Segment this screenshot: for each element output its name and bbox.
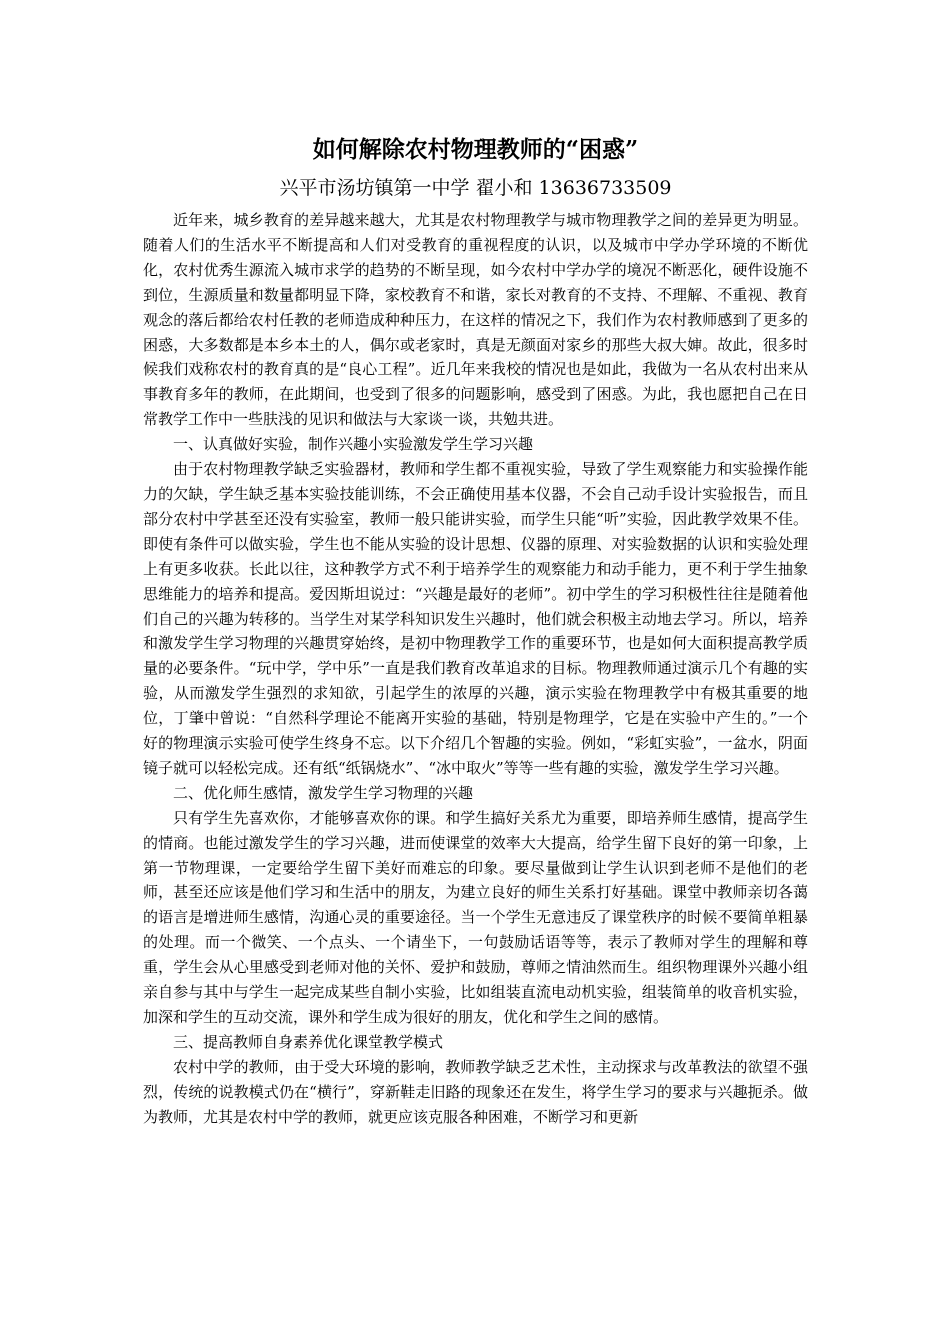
author-line: 兴平市汤坊镇第一中学 翟小和 13636733509 xyxy=(279,177,672,199)
paragraph-section-1: 由于农村物理教学缺乏实验器材，教师和学生都不重视实验，导致了学生观察能力和实验操作能力的欠缺，学生缺乏基本实验技能训练，不会正确使用基本仪器，不会自己动手设计实验报告，而且部分农村中学甚至还没有实验室，教师一般只能讲实验，而学生只能“听”实验，因此教学效果不佳。即使有条件可以做实验，学生也不能从实验的设计思想、仪器的原理、对实验数据的认识和实验处理上有更多收获。长此以往，这种教学方式不利于培养学生的观察能力和动手能力，更不利于学生抽象思维能力的培养和提高。爱因斯坦说过：“兴趣是最好的老师”。初中学生的学习积极性往往是随着他们自己的兴趣为转移的。当学生对某学科知识发生兴趣时，他们就会积极主动地去学习。所以，培养和激发学生学习物理的兴趣贯穿始终，是初中物理教学工作的重要环节，也是如何大面积提高教学质量的必要条件。“玩中学，学中乐”一直是我们教育改革追求的目标。物理教师通过演示几个有趣的实验，从而激发学生强烈的求知欲，引起学生的浓厚的兴趣，演示实验在物理教学中有极其重要的地位，丁肇中曾说：“自然科学理论不能离开实验的基础，特别是物理学，它是在实验中产生的。”一个好的物理演示实验可使学生终身不忘。以下介绍几个智趣的实验。例如，“彩虹实验”，一盆水，阴面镜子就可以轻松完成。还有纸“纸锅烧水”、“冰中取火”等等一些有趣的实验，激发学生学习兴趣。 xyxy=(143,460,808,777)
document-page xyxy=(143,130,808,1130)
paragraph-section-2: 只有学生先喜欢你，才能够喜欢你的课。和学生搞好关系尤为重要，即培养师生感情，提高学生的情商。也能过激发学生的学习兴趣，进而使课堂的效率大大提高，给学生留下良好的第一印象，上第一节物理课，一定要给学生留下美好而难忘的印象。要尽量做到让学生认识到老师不是他们的老师，甚至还应该是他们学习和生活中的朋友，为建立良好的师生关系打好基础。课堂中教师亲切各蔼的语言是增进师生感情，沟通心灵的重要途径。当一个学生无意违反了课堂秩序的时候不要简单粗暴的处理。而一个微笑、一个点头、一个请坐下，一句鼓励话语等等，表示了教师对学生的理解和尊重，学生会从心里感受到老师对他的关怀、爱护和鼓励，尊师之情油然而生。组织物理课外兴趣小组亲自参与其中与学生一起完成某些自制小实验，比如组装直流电动机实验，组装简单的收音机实验，加深和学生的互动交流，课外和学生成为很好的朋友，优化和学生之间的感情。 xyxy=(143,808,808,1026)
section-heading-2: 二、优化师生感情，激发学生学习物理的兴趣 xyxy=(173,783,474,802)
section-heading-3: 三、提高教师自身素养优化课堂教学模式 xyxy=(173,1032,444,1051)
section-heading-1: 一、认真做好实验，制作兴趣小实验激发学生学习兴趣 xyxy=(173,435,534,454)
document-title: 如何解除农村物理教师的“困惑” xyxy=(312,136,639,163)
paragraph-section-3: 农村中学的教师，由于受大环境的影响，教师教学缺乏艺术性，主动探求与改革教法的欲望不强烈，传统的说教模式仍在“横行”，穿新鞋走旧路的现象还在发生，将学生学习的要求与兴趣扼杀。做为教师，尤其是农村中学的教师，就更应该克服各种困难，不断学习和更新 xyxy=(143,1057,808,1126)
paragraph-intro: 近年来，城乡教育的差异越来越大，尤其是农村物理教学与城市物理教学之间的差异更为明显。随着人们的生活水平不断提高和人们对受教育的重视程度的认识，以及城市中学办学环境的不断优化，农村优秀生源流入城市求学的趋势的不断呈现，如今农村中学办学的境况不断恶化，硬件设施不到位，生源质量和数量都明显下降，家校教育不和谐，家长对教育的不支持、不理解、不重视、教育观念的落后都给农村任教的老师造成种种压力，在这样的情况之下，我们作为农村教师感到了更多的困惑，大多数都是本乡本土的人，偶尔或老家时，真是无颜面对家乡的那些大叔大婶。故此，很多时候我们戏称农村的教育真的是“良心工程”。近几年来我校的情况也是如此，我做为一名从农村出来从事教育多年的教师，在此期间，也受到了很多的问题影响，感受到了困惑。为此，我也愿把自己在日常教学工作中一些肤浅的见识和做法与大家谈一谈，共勉共进。 xyxy=(143,211,808,429)
